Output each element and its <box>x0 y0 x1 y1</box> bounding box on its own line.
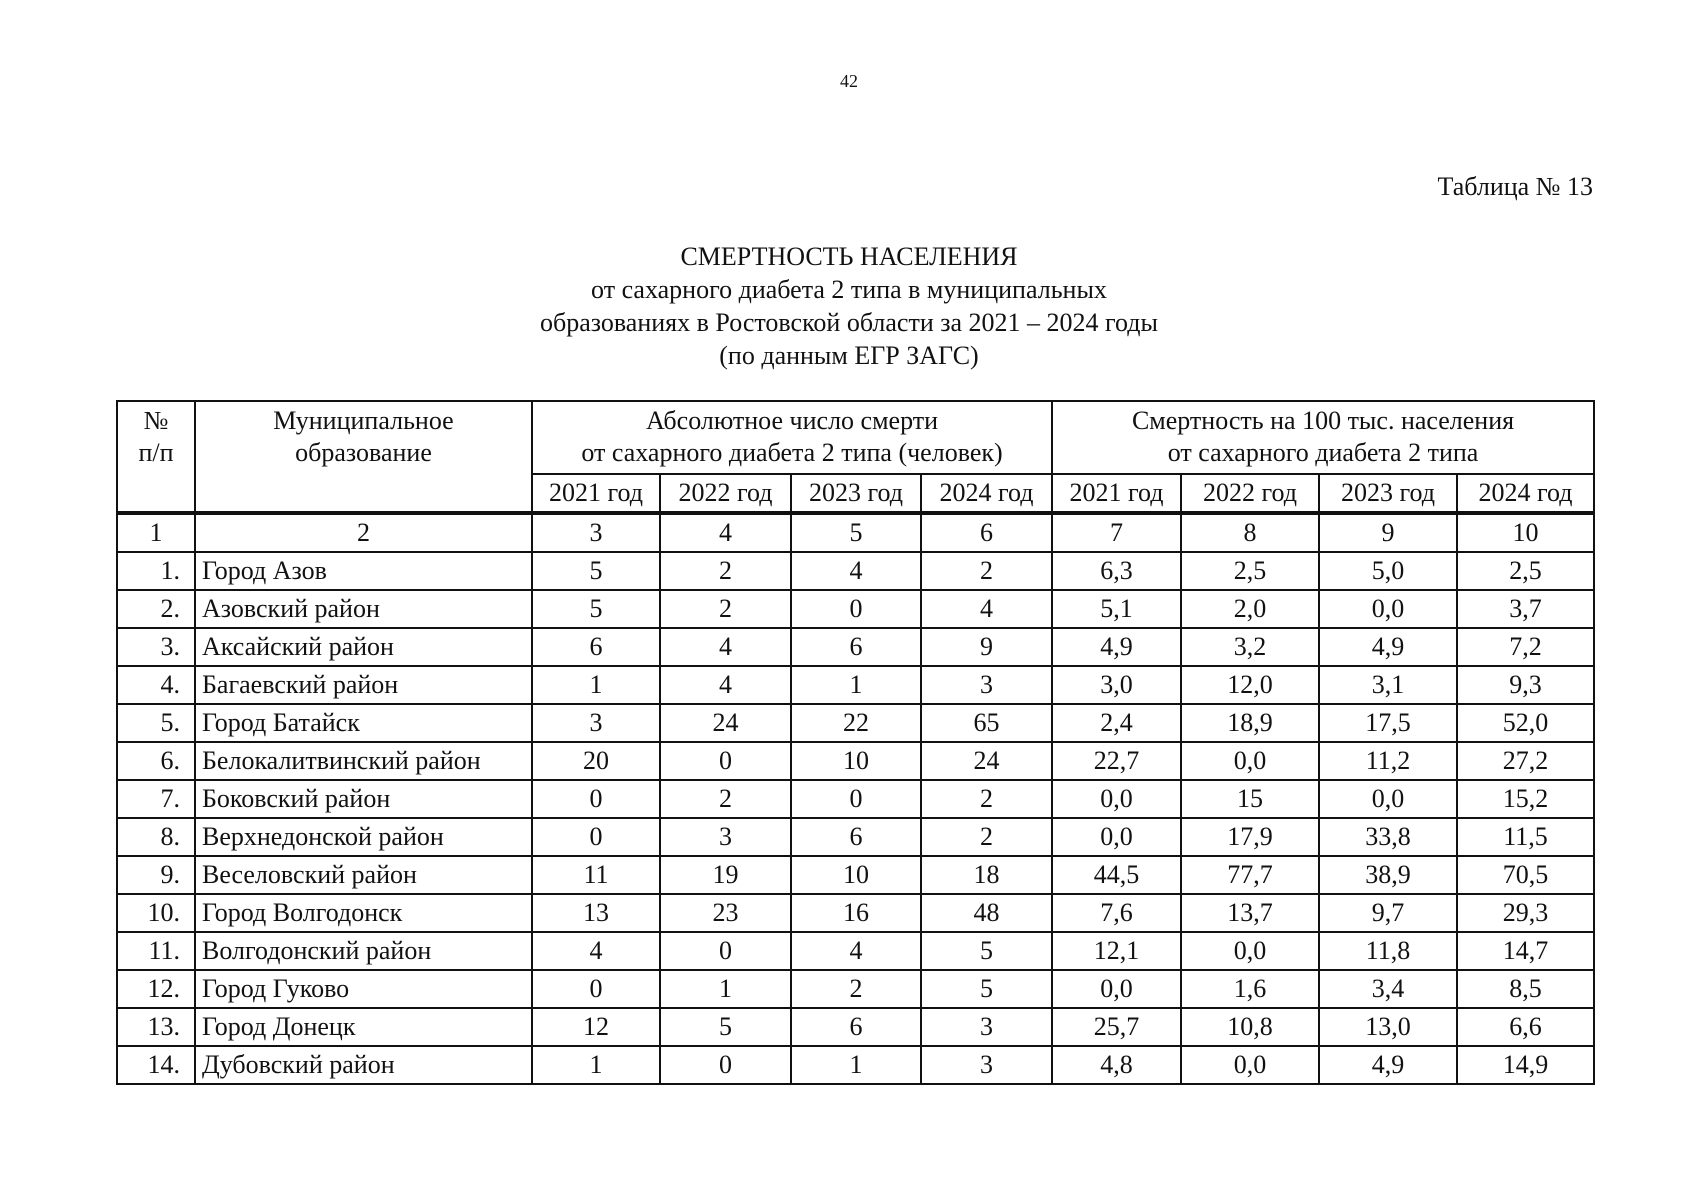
mortality-rate-cell: 33,8 <box>1319 818 1457 856</box>
absolute-deaths-cell: 0 <box>660 1046 791 1084</box>
absolute-deaths-cell: 2 <box>660 552 791 590</box>
absolute-deaths-cell: 5 <box>660 1008 791 1046</box>
absolute-deaths-cell: 22 <box>791 704 921 742</box>
title-line-1: СМЕРТНОСТЬ НАСЕЛЕНИЯ <box>680 242 1018 271</box>
header-absolute-line-1: Абсолютное число смерти <box>645 406 939 435</box>
mortality-rate-cell: 1,6 <box>1181 970 1319 1008</box>
mortality-rate-cell: 3,2 <box>1181 628 1319 666</box>
absolute-deaths-cell: 12 <box>532 1008 660 1046</box>
column-number-cell: 7 <box>1052 513 1181 552</box>
absolute-deaths-cell: 4 <box>660 628 791 666</box>
table-row <box>117 932 1594 970</box>
mortality-rate-cell: 3,0 <box>1052 666 1181 704</box>
title-line-3: образованиях в Ростовской области за 2021 – 2024 годы <box>539 308 1159 337</box>
municipality-cell: Город Донецк <box>195 1008 532 1046</box>
absolute-deaths-cell: 3 <box>532 704 660 742</box>
row-number-cell: 10. <box>117 894 195 932</box>
mortality-rate-cell: 12,0 <box>1181 666 1319 704</box>
mortality-rate-cell: 0,0 <box>1052 970 1181 1008</box>
absolute-deaths-cell: 5 <box>921 970 1052 1008</box>
mortality-rate-cell: 11,8 <box>1319 932 1457 970</box>
row-number-cell: 14. <box>117 1046 195 1084</box>
mortality-rate-cell: 4,9 <box>1319 628 1457 666</box>
table-row <box>117 970 1594 1008</box>
header-year: 2024 год <box>1457 474 1594 513</box>
row-number-cell: 13. <box>117 1008 195 1046</box>
mortality-rate-cell: 70,5 <box>1457 856 1594 894</box>
header-absolute-line-2: от сахарного диабета 2 типа (человек) <box>581 438 1003 467</box>
header-rate-line-2: от сахарного диабета 2 типа <box>1167 438 1479 467</box>
absolute-deaths-cell: 4 <box>791 932 921 970</box>
mortality-rate-cell: 3,7 <box>1457 590 1594 628</box>
row-number-cell: 7. <box>117 780 195 818</box>
absolute-deaths-cell: 3 <box>921 1008 1052 1046</box>
mortality-rate-cell: 0,0 <box>1319 780 1457 818</box>
mortality-rate-cell: 3,1 <box>1319 666 1457 704</box>
absolute-deaths-cell: 6 <box>791 818 921 856</box>
absolute-deaths-cell: 2 <box>921 552 1052 590</box>
mortality-rate-cell: 13,0 <box>1319 1008 1457 1046</box>
column-number-cell: 10 <box>1457 513 1594 552</box>
table-label: Таблица № 13 <box>1437 172 1593 201</box>
mortality-rate-cell: 2,5 <box>1457 552 1594 590</box>
header-number-line-2: п/п <box>138 438 174 467</box>
absolute-deaths-cell: 6 <box>791 1008 921 1046</box>
table-row <box>117 856 1594 894</box>
absolute-deaths-cell: 18 <box>921 856 1052 894</box>
mortality-rate-cell: 17,5 <box>1319 704 1457 742</box>
row-number-cell: 12. <box>117 970 195 1008</box>
absolute-deaths-cell: 2 <box>660 780 791 818</box>
absolute-deaths-cell: 65 <box>921 704 1052 742</box>
mortality-rate-cell: 3,4 <box>1319 970 1457 1008</box>
header-municipality <box>195 401 532 513</box>
row-number-cell: 5. <box>117 704 195 742</box>
mortality-rate-cell: 7,2 <box>1457 628 1594 666</box>
mortality-table <box>116 400 1595 1085</box>
table-row <box>117 552 1594 590</box>
absolute-deaths-cell: 48 <box>921 894 1052 932</box>
mortality-rate-cell: 10,8 <box>1181 1008 1319 1046</box>
municipality-cell: Багаевский район <box>195 666 532 704</box>
absolute-deaths-cell: 0 <box>532 818 660 856</box>
absolute-deaths-cell: 16 <box>791 894 921 932</box>
absolute-deaths-cell: 1 <box>791 1046 921 1084</box>
table-body <box>117 513 1594 1084</box>
municipality-cell: Город Гуково <box>195 970 532 1008</box>
mortality-rate-cell: 15 <box>1181 780 1319 818</box>
absolute-deaths-cell: 4 <box>921 590 1052 628</box>
mortality-rate-cell: 77,7 <box>1181 856 1319 894</box>
table-row <box>117 704 1594 742</box>
table-row <box>117 1008 1594 1046</box>
municipality-cell: Боковский район <box>195 780 532 818</box>
header-absolute-deaths <box>532 401 1052 474</box>
mortality-rate-cell: 0,0 <box>1052 780 1181 818</box>
table-row <box>117 780 1594 818</box>
absolute-deaths-cell: 4 <box>791 552 921 590</box>
absolute-deaths-cell: 2 <box>921 780 1052 818</box>
absolute-deaths-cell: 11 <box>532 856 660 894</box>
header-year: 2021 год <box>532 474 660 513</box>
mortality-rate-cell: 2,0 <box>1181 590 1319 628</box>
column-number-cell: 6 <box>921 513 1052 552</box>
mortality-rate-cell: 0,0 <box>1052 818 1181 856</box>
municipality-cell: Азовский район <box>195 590 532 628</box>
absolute-deaths-cell: 1 <box>532 666 660 704</box>
absolute-deaths-cell: 6 <box>532 628 660 666</box>
mortality-rate-cell: 4,9 <box>1052 628 1181 666</box>
mortality-rate-cell: 27,2 <box>1457 742 1594 780</box>
mortality-rate-cell: 8,5 <box>1457 970 1594 1008</box>
table-row <box>117 666 1594 704</box>
absolute-deaths-cell: 2 <box>791 970 921 1008</box>
absolute-deaths-cell: 24 <box>660 704 791 742</box>
table-row <box>117 818 1594 856</box>
row-number-cell: 2. <box>117 590 195 628</box>
column-number-cell: 5 <box>791 513 921 552</box>
mortality-rate-cell: 0,0 <box>1181 1046 1319 1084</box>
header-year: 2023 год <box>1319 474 1457 513</box>
table-row <box>117 590 1594 628</box>
absolute-deaths-cell: 4 <box>532 932 660 970</box>
absolute-deaths-cell: 2 <box>660 590 791 628</box>
absolute-deaths-cell: 0 <box>791 590 921 628</box>
table-row <box>117 894 1594 932</box>
absolute-deaths-cell: 19 <box>660 856 791 894</box>
title-line-2: от сахарного диабета 2 типа в муниципальных <box>591 275 1107 304</box>
mortality-rate-cell: 0,0 <box>1181 932 1319 970</box>
row-number-cell: 8. <box>117 818 195 856</box>
absolute-deaths-cell: 3 <box>921 666 1052 704</box>
absolute-deaths-cell: 23 <box>660 894 791 932</box>
municipality-cell: Аксайский район <box>195 628 532 666</box>
mortality-rate-cell: 44,5 <box>1052 856 1181 894</box>
mortality-rate-cell: 22,7 <box>1052 742 1181 780</box>
absolute-deaths-cell: 13 <box>532 894 660 932</box>
absolute-deaths-cell: 1 <box>532 1046 660 1084</box>
table-title <box>0 240 1698 372</box>
header-year: 2024 год <box>921 474 1052 513</box>
absolute-deaths-cell: 0 <box>660 742 791 780</box>
mortality-rate-cell: 9,7 <box>1319 894 1457 932</box>
row-number-cell: 3. <box>117 628 195 666</box>
page-number: 42 <box>840 71 858 91</box>
header-mortality-rate <box>1052 401 1594 474</box>
municipality-cell: Веселовский район <box>195 856 532 894</box>
mortality-rate-cell: 13,7 <box>1181 894 1319 932</box>
table-row <box>117 1046 1594 1084</box>
absolute-deaths-cell: 1 <box>791 666 921 704</box>
mortality-rate-cell: 18,9 <box>1181 704 1319 742</box>
mortality-rate-cell: 29,3 <box>1457 894 1594 932</box>
municipality-cell: Волгодонский район <box>195 932 532 970</box>
column-number-cell: 8 <box>1181 513 1319 552</box>
absolute-deaths-cell: 2 <box>921 818 1052 856</box>
header-year: 2021 год <box>1052 474 1181 513</box>
header-year: 2022 год <box>660 474 791 513</box>
mortality-rate-cell: 0,0 <box>1181 742 1319 780</box>
mortality-rate-cell: 17,9 <box>1181 818 1319 856</box>
table-row <box>117 628 1594 666</box>
municipality-cell: Город Волгодонск <box>195 894 532 932</box>
absolute-deaths-cell: 3 <box>921 1046 1052 1084</box>
mortality-rate-cell: 14,9 <box>1457 1046 1594 1084</box>
mortality-rate-cell: 15,2 <box>1457 780 1594 818</box>
municipality-cell: Город Азов <box>195 552 532 590</box>
column-number-cell: 1 <box>117 513 195 552</box>
absolute-deaths-cell: 0 <box>791 780 921 818</box>
row-number-cell: 1. <box>117 552 195 590</box>
mortality-rate-cell: 2,4 <box>1052 704 1181 742</box>
table-row <box>117 742 1594 780</box>
absolute-deaths-cell: 24 <box>921 742 1052 780</box>
absolute-deaths-cell: 20 <box>532 742 660 780</box>
header-municipality-line-2: образование <box>295 438 432 467</box>
column-number-cell: 4 <box>660 513 791 552</box>
absolute-deaths-cell: 0 <box>532 780 660 818</box>
row-number-cell: 6. <box>117 742 195 780</box>
row-number-cell: 9. <box>117 856 195 894</box>
header-number <box>117 401 195 513</box>
mortality-rate-cell: 12,1 <box>1052 932 1181 970</box>
row-number-cell: 11. <box>117 932 195 970</box>
absolute-deaths-cell: 5 <box>532 590 660 628</box>
municipality-cell: Город Батайск <box>195 704 532 742</box>
absolute-deaths-cell: 10 <box>791 742 921 780</box>
absolute-deaths-cell: 3 <box>660 818 791 856</box>
header-rate-line-1: Смертность на 100 тыс. населения <box>1131 406 1515 435</box>
municipality-cell: Верхнедонской район <box>195 818 532 856</box>
mortality-rate-cell: 2,5 <box>1181 552 1319 590</box>
mortality-rate-cell: 9,3 <box>1457 666 1594 704</box>
mortality-rate-cell: 7,6 <box>1052 894 1181 932</box>
mortality-rate-cell: 38,9 <box>1319 856 1457 894</box>
absolute-deaths-cell: 0 <box>660 932 791 970</box>
municipality-cell: Дубовский район <box>195 1046 532 1084</box>
absolute-deaths-cell: 9 <box>921 628 1052 666</box>
header-municipality-line-1: Муниципальное <box>273 406 454 435</box>
mortality-rate-cell: 4,9 <box>1319 1046 1457 1084</box>
column-number-cell: 3 <box>532 513 660 552</box>
mortality-rate-cell: 11,2 <box>1319 742 1457 780</box>
header-year: 2022 год <box>1181 474 1319 513</box>
mortality-rate-cell: 5,0 <box>1319 552 1457 590</box>
mortality-rate-cell: 5,1 <box>1052 590 1181 628</box>
mortality-rate-cell: 0,0 <box>1319 590 1457 628</box>
absolute-deaths-cell: 10 <box>791 856 921 894</box>
column-number-cell: 9 <box>1319 513 1457 552</box>
absolute-deaths-cell: 4 <box>660 666 791 704</box>
municipality-cell: Белокалитвинский район <box>195 742 532 780</box>
title-line-4: (по данным ЕГР ЗАГС) <box>719 341 979 370</box>
column-number-row <box>117 513 1594 552</box>
column-number-cell: 2 <box>195 513 532 552</box>
absolute-deaths-cell: 6 <box>791 628 921 666</box>
mortality-rate-cell: 4,8 <box>1052 1046 1181 1084</box>
mortality-rate-cell: 14,7 <box>1457 932 1594 970</box>
row-number-cell: 4. <box>117 666 195 704</box>
absolute-deaths-cell: 5 <box>532 552 660 590</box>
header-year: 2023 год <box>791 474 921 513</box>
mortality-rate-cell: 6,6 <box>1457 1008 1594 1046</box>
mortality-rate-cell: 52,0 <box>1457 704 1594 742</box>
absolute-deaths-cell: 0 <box>532 970 660 1008</box>
absolute-deaths-cell: 5 <box>921 932 1052 970</box>
absolute-deaths-cell: 1 <box>660 970 791 1008</box>
header-number-line-1: № <box>143 406 169 435</box>
mortality-rate-cell: 11,5 <box>1457 818 1594 856</box>
mortality-rate-cell: 25,7 <box>1052 1008 1181 1046</box>
mortality-rate-cell: 6,3 <box>1052 552 1181 590</box>
